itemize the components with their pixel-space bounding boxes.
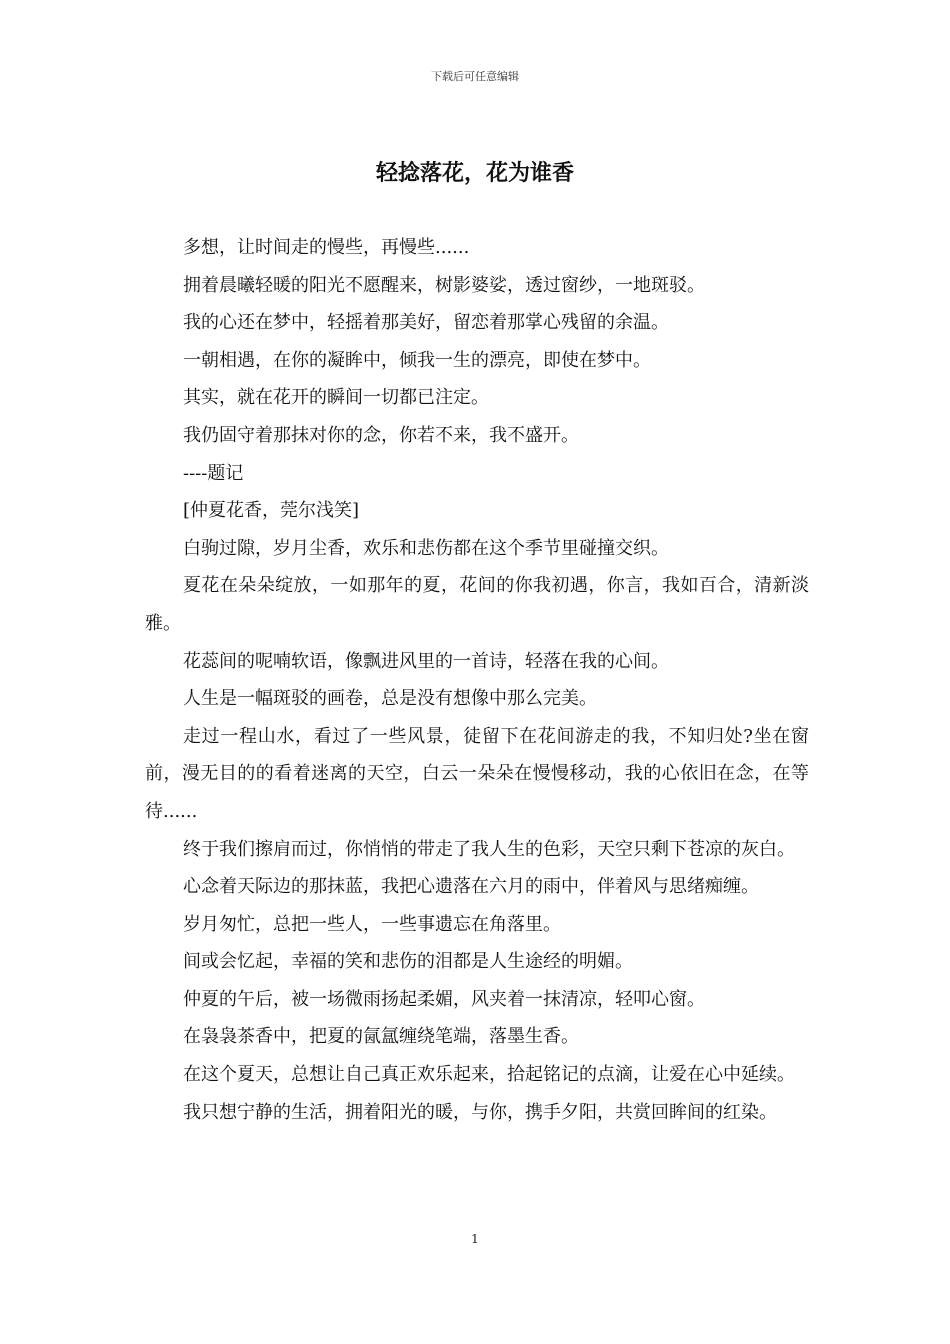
- paragraph: 拥着晨曦轻暖的阳光不愿醒来，树影婆娑，透过窗纱，一地斑驳。: [183, 274, 705, 296]
- paragraph: 走过一程山水，看过了一些风景，徒留下在花间游走的我，不知归处?坐在窗前，漫无目的的看着迷离的天空，白云一朵朵在慢慢移动，我的心依旧在念，在等待......: [145, 725, 809, 822]
- paragraph: 一朝相遇，在你的凝眸中，倾我一生的漂亮，即使在梦中。: [183, 349, 651, 371]
- paragraph: 人生是一幅斑驳的画卷，总是没有想像中那么完美。: [183, 688, 597, 710]
- paragraph: 间或会忆起，幸福的笑和悲伤的泪都是人生途经的明媚。: [183, 951, 633, 973]
- paragraph: 在袅袅茶香中，把夏的氤氲缠绕笔端，落墨生香。: [183, 1026, 579, 1048]
- page-header: 下载后可任意编辑: [431, 70, 519, 83]
- document-title: 轻捻落花，花为谁香: [375, 160, 574, 186]
- paragraph: 终于我们擦肩而过，你悄悄的带走了我人生的色彩，天空只剩下苍凉的灰白。: [183, 838, 795, 860]
- paragraph: 多想，让时间走的慢些，再慢些......: [183, 237, 470, 258]
- document-body: [145, 229, 809, 1131]
- paragraph: 我的心还在梦中，轻摇着那美好，留恋着那掌心残留的余温。: [183, 312, 669, 334]
- section-heading: [仲夏花香，莞尔浅笑]: [183, 500, 360, 522]
- epigraph-attribution: ----题记: [183, 462, 244, 484]
- paragraph: 我只想宁静的生活，拥着阳光的暖，与你，携手夕阳，共赏回眸间的红染。: [183, 1101, 777, 1123]
- paragraph: 花蕊间的呢喃软语，像飘进风里的一首诗，轻落在我的心间。: [183, 650, 669, 672]
- paragraph: 我仍固守着那抹对你的念，你若不来，我不盛开。: [183, 424, 579, 446]
- paragraph: 白驹过隙，岁月尘香，欢乐和悲伤都在这个季节里碰撞交织。: [183, 537, 669, 559]
- paragraph: 心念着天际边的那抹蓝，我把心遗落在六月的雨中，伴着风与思绪痴缠。: [183, 876, 759, 898]
- paragraph: 岁月匆忙，总把一些人，一些事遗忘在角落里。: [183, 913, 561, 935]
- paragraph: 在这个夏天，总想让自己真正欢乐起来，拾起铭记的点滴，让爱在心中延续。: [183, 1064, 795, 1086]
- page-number: 1: [471, 1232, 479, 1246]
- paragraph: 其实，就在花开的瞬间一切都已注定。: [183, 387, 489, 409]
- paragraph: 夏花在朵朵绽放，一如那年的夏，花间的你我初遇，你言，我如百合，清新淡雅。: [145, 575, 809, 634]
- paragraph: 仲夏的午后，被一场微雨扬起柔媚，风夹着一抹清凉，轻叩心窗。: [183, 988, 705, 1010]
